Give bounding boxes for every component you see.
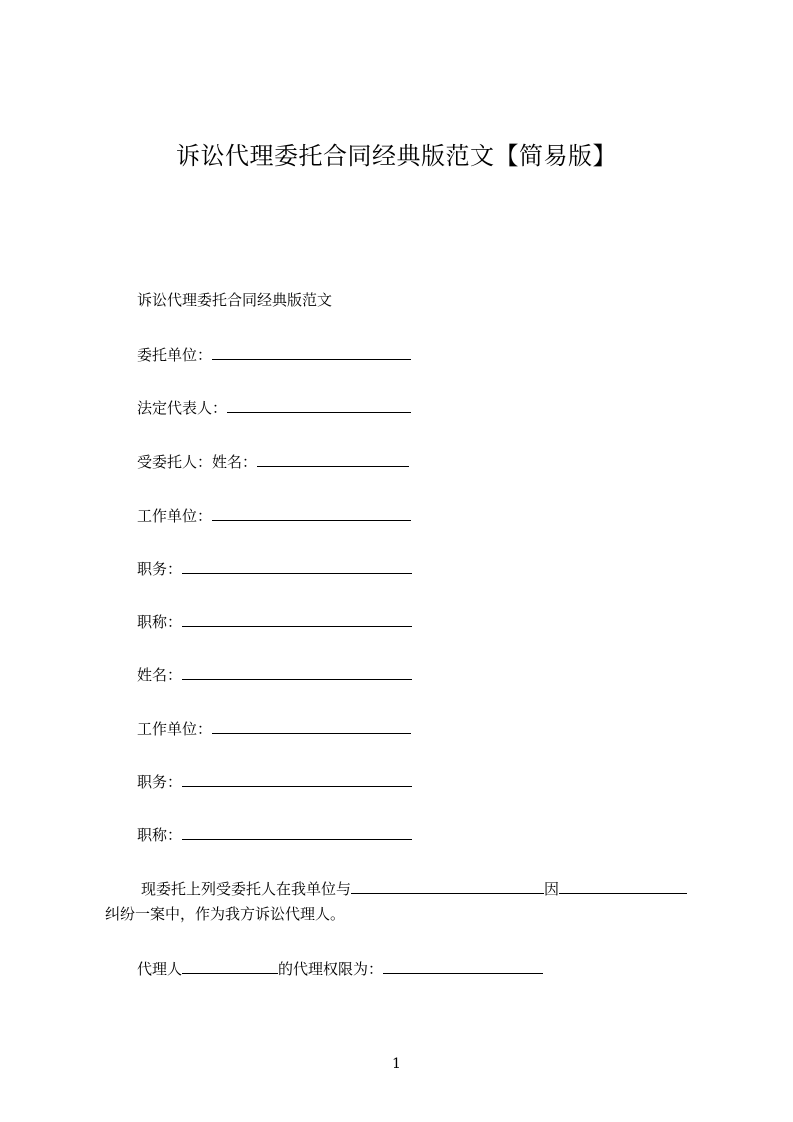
- document-title: 诉讼代理委托合同经典版范文【简易版】: [176, 142, 617, 170]
- field-label: 职务：: [137, 773, 183, 791]
- field-label: 法定代表人：: [137, 399, 228, 417]
- authority-line: [137, 957, 543, 980]
- blank-line: [351, 877, 544, 894]
- blank-line: [212, 343, 411, 360]
- blank-line: [182, 957, 278, 974]
- field-label: 姓名：: [137, 666, 183, 684]
- field-work-unit-2: [137, 717, 411, 740]
- blank-line: [182, 770, 412, 787]
- document-subtitle: 诉讼代理委托合同经典版范文: [137, 291, 333, 309]
- blank-line: [383, 957, 543, 974]
- field-work-unit-1: [137, 504, 411, 527]
- field-label: 职称：: [137, 826, 183, 844]
- field-label: 工作单位：: [137, 720, 213, 738]
- blank-line: [182, 823, 412, 840]
- field-legal-representative: [137, 396, 411, 419]
- paragraph-text: 现委托上列受委托人在我单位与: [141, 880, 352, 898]
- field-title-2: [137, 823, 412, 846]
- field-label: 职称：: [137, 613, 183, 631]
- blank-line: [227, 396, 411, 413]
- entrust-paragraph-line1: [141, 877, 687, 900]
- blank-line: [257, 450, 409, 467]
- blank-line: [559, 877, 687, 894]
- field-name-2: [137, 663, 412, 686]
- field-position-2: [137, 770, 412, 793]
- authority-text: 的代理权限为：: [278, 960, 384, 978]
- authority-text: 代理人: [137, 960, 183, 978]
- page-number: 1: [392, 1056, 401, 1072]
- blank-line: [212, 504, 411, 521]
- entrust-paragraph-line2: [105, 903, 345, 925]
- field-label: 工作单位：: [137, 507, 213, 525]
- paragraph-text: 因: [544, 880, 560, 898]
- field-label: 职务：: [137, 560, 183, 578]
- field-title-1: [137, 610, 412, 633]
- paragraph-text: 纠纷一案中，作为我方诉讼代理人。: [105, 905, 346, 923]
- blank-line: [212, 717, 411, 734]
- field-agent-name: [137, 450, 409, 473]
- field-client-unit: [137, 343, 411, 366]
- blank-line: [182, 557, 412, 574]
- field-label: 委托单位：: [137, 346, 213, 364]
- blank-line: [182, 610, 412, 627]
- field-label: 受委托人：姓名：: [137, 453, 258, 471]
- blank-line: [182, 663, 412, 680]
- field-position-1: [137, 557, 412, 580]
